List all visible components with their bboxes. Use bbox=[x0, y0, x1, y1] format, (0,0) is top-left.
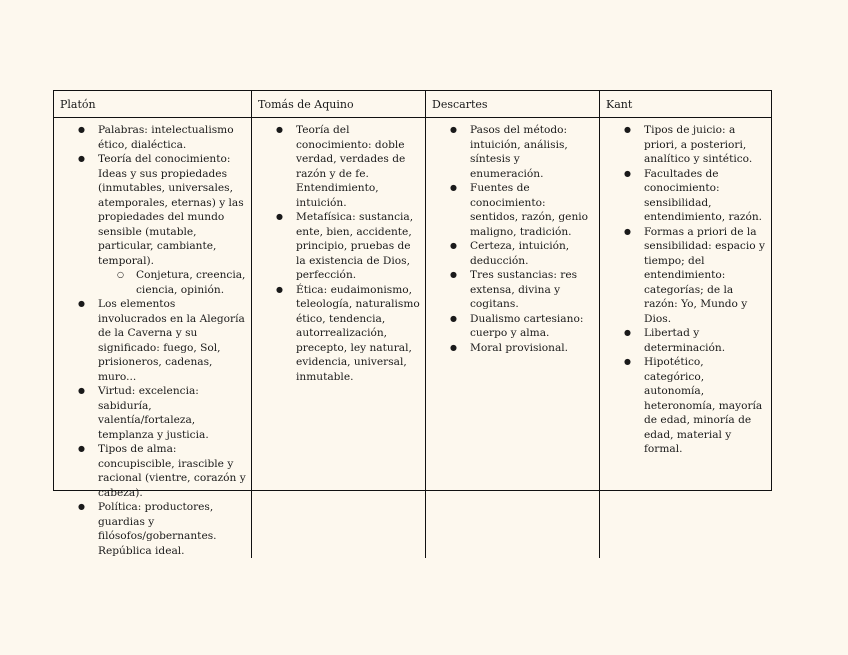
list-item bbox=[54, 152, 251, 268]
list-item: ● Libertad y determinación. bbox=[600, 326, 771, 355]
descartes-list bbox=[426, 123, 599, 355]
header-tomas-de-aquino: Tomás de Aquino bbox=[252, 91, 426, 118]
list-item: ● Virtud: excelencia: sabiduría, valentía/fortaleza, templanza y justicia. bbox=[54, 384, 251, 442]
list-item: ● Ética: eudaimonismo, teleología, naturalismo ético, tendencia, autorrealización, precepto, ley natural, evidencia, universal, inmutable. bbox=[252, 283, 425, 385]
kant-list bbox=[600, 123, 771, 457]
list-item: ● Metafísica: sustancia, ente, bien, accidente, principio, pruebas de la existencia de Dios, perfección. bbox=[252, 210, 425, 283]
list-item: ● Hipotético, categórico, autonomía, heteronomía, mayoría de edad, minoría de edad, material y formal. bbox=[600, 355, 771, 457]
list-item: ● Certeza, intuición, deducción. bbox=[426, 239, 599, 268]
list-item: ● Facultades de conocimiento: sensibilidad, entendimiento, razón. bbox=[600, 167, 771, 225]
list-item: ● Tipos de juicio: a priori, a posteriori, analítico y sintético. bbox=[600, 123, 771, 167]
sub-list-item: ○ Conjetura, creencia, ciencia, opinión. bbox=[54, 268, 251, 297]
header-descartes: Descartes bbox=[426, 91, 600, 118]
cell-kant bbox=[600, 118, 771, 558]
philosophers-table bbox=[53, 90, 772, 557]
list-item: ● Pasos del método: intuición, análisis, síntesis y enumeración. bbox=[426, 123, 599, 181]
platon-sublist bbox=[54, 268, 251, 297]
cell-platon bbox=[54, 118, 252, 558]
platon-list bbox=[54, 123, 251, 268]
platon-list-continued bbox=[54, 297, 251, 558]
cell-tomas-de-aquino bbox=[252, 118, 426, 558]
list-item: ● Formas a priori de la sensibilidad: espacio y tiempo; del entendimiento: categorías; de la razón: Yo, Mundo y Dios. bbox=[600, 225, 771, 327]
list-item: ● Teoría del conocimiento: doble verdad, verdades de razón y de fe. Entendimiento, intuición. bbox=[252, 123, 425, 210]
cell-descartes bbox=[426, 118, 600, 558]
aquino-list bbox=[252, 123, 425, 384]
list-item: ● Tipos de alma: concupiscible, irascible y racional (vientre, corazón y cabeza). bbox=[54, 442, 251, 500]
list-item-text: Teoría del conocimiento: Ideas y sus propiedades (inmutables, universales, atemporales, eternas) y las propiedades del mundo sensible (mutable, particular, cambiante, temporal). bbox=[98, 153, 244, 267]
list-item: ● Tres sustancias: res extensa, divina y cogitans. bbox=[426, 268, 599, 312]
list-item: ● Dualismo cartesiano: cuerpo y alma. bbox=[426, 312, 599, 341]
list-item: ● Moral provisional. bbox=[426, 341, 599, 356]
header-platon: Platón bbox=[54, 91, 252, 118]
header-kant: Kant bbox=[600, 91, 771, 118]
list-item: ● Fuentes de conocimiento: sentidos, razón, genio maligno, tradición. bbox=[426, 181, 599, 239]
list-item: ● Palabras: intelectualismo ético, dialéctica. bbox=[54, 123, 251, 152]
list-item: ● Los elementos involucrados en la Alegoría de la Caverna y su significado: fuego, Sol, prisioneros, cadenas, muro... bbox=[54, 297, 251, 384]
list-item: ● Política: productores, guardias y filósofos/gobernantes. República ideal. bbox=[54, 500, 251, 558]
